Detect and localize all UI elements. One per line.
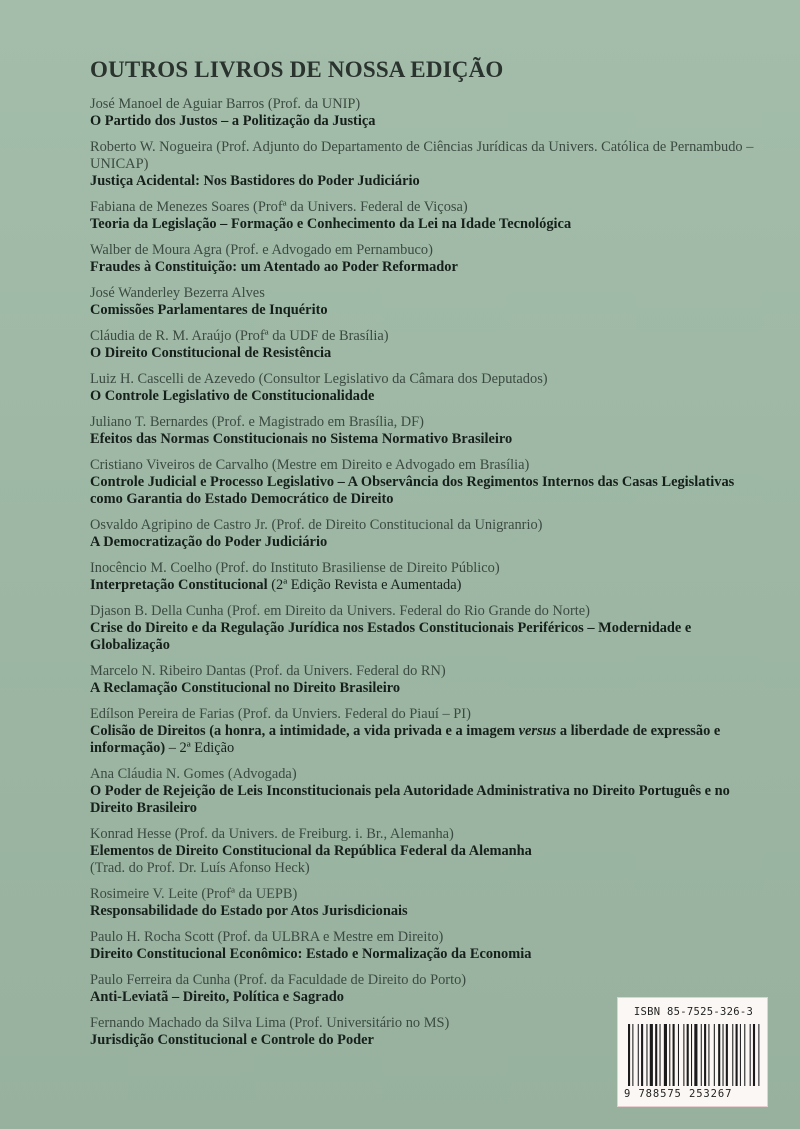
list-item	[90, 929, 760, 963]
barcode-digits: 9 788575 253267	[624, 1088, 733, 1100]
list-item	[90, 457, 760, 508]
entry-title: Anti-Leviatã – Direito, Política e Sagrado	[90, 989, 344, 1005]
entry-author: Rosimeire V. Leite (Profª da UEPB)	[90, 886, 298, 902]
entry-author: Ana Cláudia N. Gomes (Advogada)	[90, 766, 297, 782]
barcode-bar	[750, 1024, 751, 1086]
barcode-bar	[655, 1024, 657, 1086]
barcode-bar	[714, 1024, 715, 1086]
entry-title	[90, 577, 760, 594]
barcode-bar	[694, 1024, 697, 1086]
entry-title: A Reclamação Constitucional no Direito Brasileiro	[90, 680, 401, 696]
entry-author: Edílson Pereira de Farias (Prof. da Unviers. Federal do Piauí – PI)	[90, 706, 471, 722]
barcode-bar	[744, 1024, 745, 1086]
barcode-bar	[641, 1024, 643, 1086]
list-item	[90, 603, 760, 654]
isbn-label: ISBN 85-7525-326-3	[633, 1006, 754, 1018]
list-item	[90, 706, 760, 757]
barcode-bar	[646, 1024, 647, 1086]
entry-title: O Direito Constitucional de Resistência	[90, 345, 332, 361]
entry-title: Efeitos das Normas Constitucionais no Sistema Normativo Brasileiro	[90, 431, 513, 447]
entry-title: O Poder de Rejeição de Leis Inconstitucionais pela Autoridade Administrativa no Direito Português e no Direito Brasileiro	[90, 783, 730, 816]
barcode-bar	[673, 1024, 675, 1086]
list-item	[90, 517, 760, 551]
list-item	[90, 328, 760, 362]
barcode-bars-icon	[626, 1024, 761, 1086]
barcode-bar	[650, 1024, 653, 1086]
list-item	[90, 139, 760, 190]
barcode-bar	[632, 1024, 633, 1086]
barcode-bar	[723, 1024, 724, 1086]
barcode-bar	[683, 1024, 684, 1086]
barcode-bar	[691, 1024, 692, 1086]
barcode-bar	[726, 1024, 728, 1086]
entry-title: Jurisdição Constitucional e Controle do Poder	[90, 1032, 374, 1048]
entry-title-italic: versus	[518, 723, 557, 739]
list-item	[90, 96, 760, 130]
barcode-bar	[758, 1024, 759, 1086]
entry-title: Crise do Direito e da Regulação Jurídica nos Estados Constitucionais Periféricos – Modernidade e Globalização	[90, 620, 692, 653]
entry-title-edition: (2ª Edição Revista e Aumentada)	[267, 577, 462, 593]
entry-author: Cláudia de R. M. Araújo (Profª da UDF de Brasília)	[90, 328, 389, 344]
barcode-bar	[669, 1024, 670, 1086]
entry-author: Konrad Hesse (Prof. da Univers. de Freiburg. i. Br., Alemanha)	[90, 826, 454, 842]
entry-title: A Democratização do Poder Judiciário	[90, 534, 328, 550]
entry-author: José Manoel de Aguiar Barros (Prof. da UNIP)	[90, 96, 361, 112]
entry-title: Fraudes à Constituição: um Atentado ao Poder Reformador	[90, 259, 458, 275]
page-title: OUTROS LIVROS DE NOSSA EDIÇÃO	[90, 57, 504, 82]
entry-author: Inocêncio M. Coelho (Prof. do Instituto Brasiliense de Direito Público)	[90, 560, 500, 576]
barcode-bar	[638, 1024, 639, 1086]
entry-author: Luiz H. Cascelli de Azevedo (Consultor Legislativo da Câmara dos Deputados)	[90, 371, 548, 387]
list-item	[90, 663, 760, 697]
entry-author: Paulo Ferreira da Cunha (Prof. da Faculdade de Direito do Porto)	[90, 972, 467, 988]
list-item	[90, 242, 760, 276]
list-item	[90, 285, 760, 319]
entry-title-text: Colisão de Direitos (a honra, a intimidade, a vida privada e a imagem	[90, 723, 519, 739]
isbn-barcode	[617, 997, 768, 1107]
list-item	[90, 560, 760, 594]
entry-author: José Wanderley Bezerra Alves	[90, 285, 265, 301]
entry-title	[90, 723, 760, 757]
barcode-bar	[628, 1024, 630, 1086]
entry-author: Cristiano Viveiros de Carvalho (Mestre em Direito e Advogado em Brasília)	[90, 457, 530, 473]
barcode-bar	[701, 1024, 702, 1086]
entry-title: Controle Judicial e Processo Legislativo – A Observância dos Regimentos Internos das Casas Legislativas como Garantia do Estado Democrático de Direito	[90, 474, 735, 507]
entry-title-text: Interpretação Constitucional	[90, 577, 268, 593]
entry-author: Fernando Machado da Silva Lima (Prof. Universitário no MS)	[90, 1015, 450, 1031]
entry-title: Comissões Parlamentares de Inquérito	[90, 302, 328, 318]
list-item	[90, 886, 760, 920]
entry-title: O Partido dos Justos – a Politização da Justiça	[90, 113, 376, 129]
barcode-bar	[736, 1024, 738, 1086]
entry-title: Direito Constitucional Econômico: Estado e Normalização da Economia	[90, 946, 532, 962]
list-item	[90, 414, 760, 448]
barcode-bar	[753, 1024, 755, 1086]
entry-author: Djason B. Della Cunha (Prof. em Direito da Univers. Federal do Rio Grande do Norte)	[90, 603, 590, 619]
barcode-bar	[678, 1024, 679, 1086]
list-item	[90, 826, 760, 877]
entry-author: Paulo H. Rocha Scott (Prof. da ULBRA e Mestre em Direito)	[90, 929, 444, 945]
entry-author: Osvaldo Agripino de Castro Jr. (Prof. de Direito Constitucional da Unigranrio)	[90, 517, 543, 533]
entry-translator-note: (Trad. do Prof. Dr. Luís Afonso Heck)	[90, 860, 310, 876]
list-item	[90, 199, 760, 233]
barcode-bar	[740, 1024, 741, 1086]
list-item	[90, 766, 760, 817]
entry-author: Walber de Moura Agra (Prof. e Advogado em Pernambuco)	[90, 242, 433, 258]
entry-title: O Controle Legislativo de Constitucionalidade	[90, 388, 375, 404]
barcode-bar	[660, 1024, 661, 1086]
entry-author: Juliano T. Bernardes (Prof. e Magistrado em Brasília, DF)	[90, 414, 424, 430]
barcode-bar	[718, 1024, 720, 1086]
entry-author: Marcelo N. Ribeiro Dantas (Prof. da Univers. Federal do RN)	[90, 663, 446, 679]
barcode-bar	[704, 1024, 706, 1086]
entry-title-edition: – 2ª Edição	[165, 740, 235, 756]
entry-author: Roberto W. Nogueira (Prof. Adjunto do Departamento de Ciências Jurídicas da Univers. Católica de Pernambudo – UNICAP)	[90, 139, 754, 172]
entry-title: Elementos de Direito Constitucional da República Federal da Alemanha	[90, 843, 532, 859]
entry-title: Justiça Acidental: Nos Bastidores do Poder Judiciário	[90, 173, 420, 189]
barcode-bar	[732, 1024, 733, 1086]
entry-title: Responsabilidade do Estado por Atos Jurisdicionais	[90, 903, 408, 919]
barcode-bar	[708, 1024, 709, 1086]
book-list	[90, 56, 760, 1058]
barcode-bar	[687, 1024, 689, 1086]
entry-title: Teoria da Legislação – Formação e Conhecimento da Lei na Idade Tecnológica	[90, 216, 572, 232]
barcode-bar	[664, 1024, 667, 1086]
entry-author: Fabiana de Menezes Soares (Profª da Univers. Federal de Viçosa)	[90, 199, 468, 215]
entry-title-rest: a liberdade de expressão e informação)	[90, 723, 721, 756]
list-item	[90, 371, 760, 405]
